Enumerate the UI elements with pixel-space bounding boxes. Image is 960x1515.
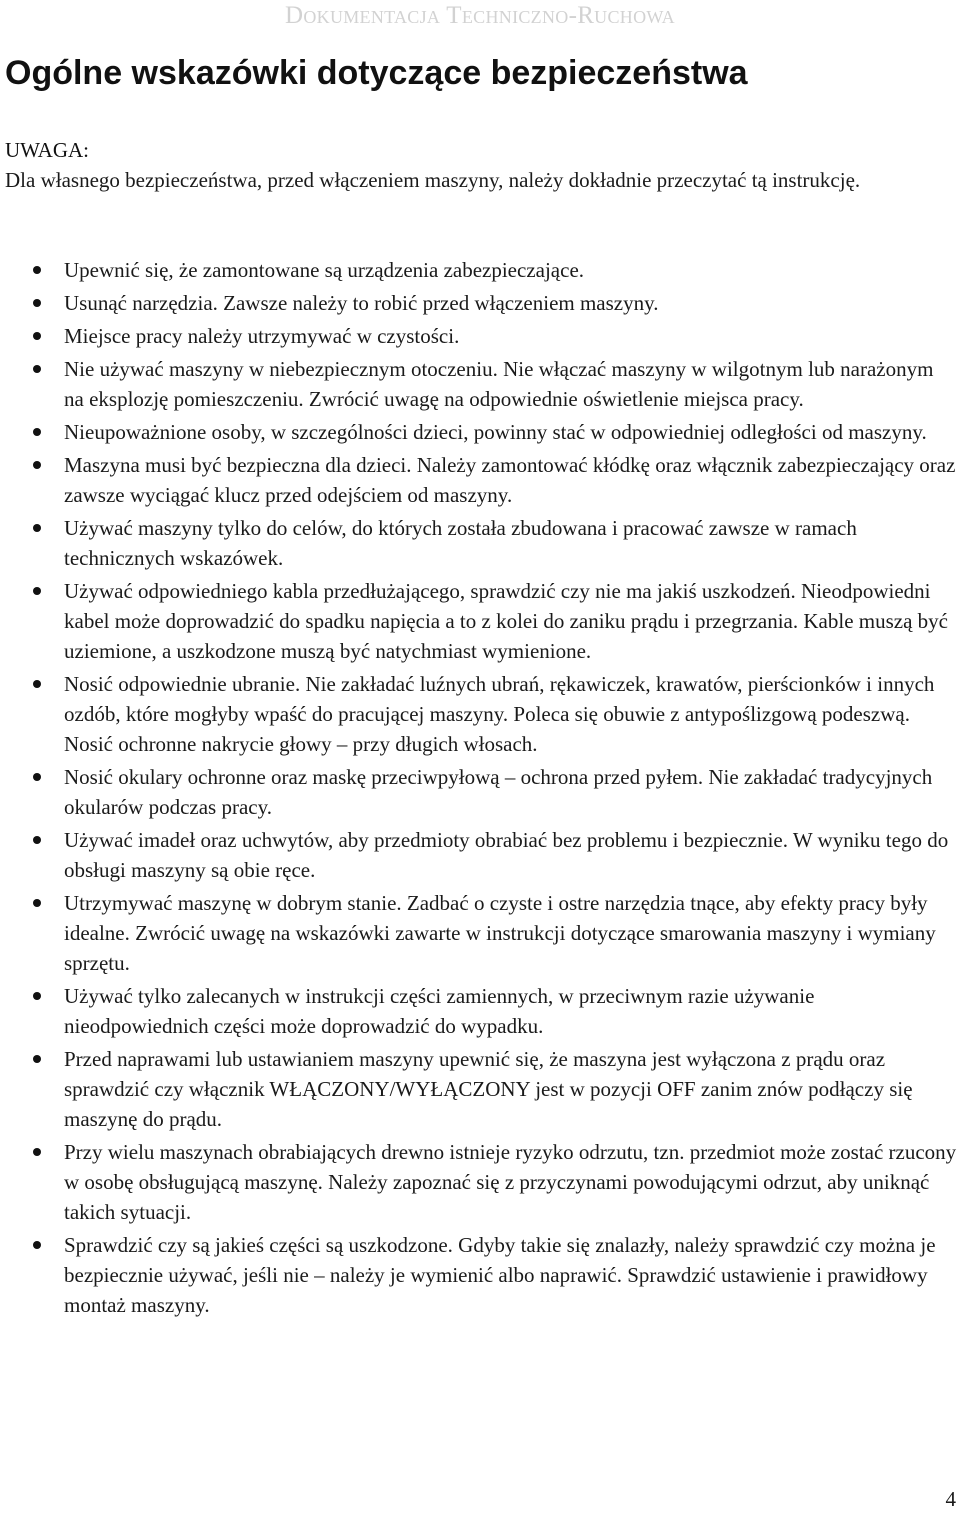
safety-rule-item xyxy=(0,450,958,510)
bullet-icon xyxy=(33,461,41,469)
bullet-icon xyxy=(33,587,41,595)
bullet-icon xyxy=(33,773,41,781)
safety-rule-item xyxy=(0,321,958,351)
safety-rules-list xyxy=(0,255,958,1323)
safety-rule-text: Usunąć narzędzia. Zawsze należy to robić przed włączeniem maszyny. xyxy=(64,291,659,315)
safety-rule-item xyxy=(0,888,958,978)
safety-rule-text: Przed naprawami lub ustawianiem maszyny upewnić się, że maszyna jest wyłączona z prądu oraz sprawdzić czy włącznik WŁĄCZONY/WYŁĄCZONY jest w pozycji OFF zanim znów podłączy się maszynę do prądu. xyxy=(64,1047,913,1131)
safety-rule-item xyxy=(0,669,958,759)
bullet-icon xyxy=(33,365,41,373)
running-header: Dokumentacja Techniczno-Ruchowa xyxy=(285,2,675,29)
bullet-icon xyxy=(33,899,41,907)
safety-rule-item xyxy=(0,825,958,885)
safety-rule-text: Używać odpowiedniego kabla przedłużającego, sprawdzić czy nie ma jakiś uszkodzeń. Nieodpowiedni kabel może doprowadzić do spadku napięcia a to z kolei do zaniku prądu i przegrzania. Kable muszą być uziemione, a uszkodzone muszą być natychmiast wymienione. xyxy=(64,579,948,663)
safety-rule-text: Używać tylko zalecanych w instrukcji części zamiennych, w przeciwnym razie używanie nieodpowiednich części może doprowadzić do wypadku. xyxy=(64,984,815,1038)
safety-rule-text: Utrzymywać maszynę w dobrym stanie. Zadbać o czyste i ostre narzędzia tnące, aby efekty pracy były idealne. Zwrócić uwagę na wskazówki zawarte w instrukcji dotyczące smarowania maszyny i wymiany sprzętu. xyxy=(64,891,936,975)
bullet-icon xyxy=(33,1148,41,1156)
bullet-icon xyxy=(33,332,41,340)
safety-rule-item xyxy=(0,288,958,318)
bullet-icon xyxy=(33,299,41,307)
safety-rule-item xyxy=(0,513,958,573)
bullet-icon xyxy=(33,524,41,532)
safety-rule-item xyxy=(0,1230,958,1320)
safety-rule-text: Nosić odpowiednie ubranie. Nie zakładać luźnych ubrań, rękawiczek, krawatów, pierścionków i innych ozdób, które mogłyby wpaść do pracującej maszyny. Poleca się obuwie z antypoślizgową podeszwą. Nosić ochronne nakrycie głowy – przy długich włosach. xyxy=(64,672,935,756)
safety-rule-item xyxy=(0,981,958,1041)
safety-rule-text: Maszyna musi być bezpieczna dla dzieci. Należy zamontować kłódkę oraz włącznik zabezpieczający oraz zawsze wyciągać klucz przed odejściem od maszyny. xyxy=(64,453,956,507)
safety-rule-text: Nosić okulary ochronne oraz maskę przeciwpyłową – ochrona przed pyłem. Nie zakładać tradycyjnych okularów podczas pracy. xyxy=(64,765,933,819)
bullet-icon xyxy=(33,1241,41,1249)
bullet-icon xyxy=(33,836,41,844)
bullet-icon xyxy=(33,1055,41,1063)
safety-rule-item xyxy=(0,417,958,447)
safety-rule-text: Przy wielu maszynach obrabiających drewno istnieje ryzyko odrzutu, tzn. przedmiot może zostać rzucony w osobę obsługującą maszynę. Należy zapoznać się z przyczynami powodującymi odrzut, aby uniknąć takich sytuacji. xyxy=(64,1140,957,1224)
safety-rule-item xyxy=(0,1137,958,1227)
safety-rule-text: Używać imadeł oraz uchwytów, aby przedmioty obrabiać bez problemu i bezpiecznie. W wyniku tego do obsługi maszyny są obie ręce. xyxy=(64,828,949,882)
bullet-icon xyxy=(33,992,41,1000)
warning-label: UWAGA: xyxy=(5,138,89,162)
safety-rule-item xyxy=(0,762,958,822)
safety-rule-item xyxy=(0,354,958,414)
safety-rule-text: Miejsce pracy należy utrzymywać w czystości. xyxy=(64,324,460,348)
bullet-icon xyxy=(33,428,41,436)
bullet-icon xyxy=(33,266,41,274)
safety-rule-text: Nie używać maszyny w niebezpiecznym otoczeniu. Nie włączać maszyny w wilgotnym lub narażonym na eksplozję pomieszczeniu. Zwrócić uwagę na odpowiednie oświetlenie miejsca pracy. xyxy=(64,357,934,411)
safety-rule-text: Upewnić się, że zamontowane są urządzenia zabezpieczające. xyxy=(64,258,585,282)
warning-notice xyxy=(5,135,950,195)
safety-rule-text: Używać maszyny tylko do celów, do których została zbudowana i pracować zawsze w ramach technicznych wskazówek. xyxy=(64,516,857,570)
safety-rule-item xyxy=(0,255,958,285)
bullet-icon xyxy=(33,680,41,688)
page-title: Ogólne wskazówki dotyczące bezpieczeństwa xyxy=(5,54,748,92)
safety-rule-text: Nieupoważnione osoby, w szczególności dzieci, powinny stać w odpowiedniej odległości od maszyny. xyxy=(64,420,927,444)
page-number: 4 xyxy=(945,1487,956,1511)
safety-rule-item xyxy=(0,1044,958,1134)
warning-text: Dla własnego bezpieczeństwa, przed włączeniem maszyny, należy dokładnie przeczytać tą instrukcję. xyxy=(5,168,861,192)
safety-rule-item xyxy=(0,576,958,666)
safety-rule-text: Sprawdzić czy są jakieś części są uszkodzone. Gdyby takie się znalazły, należy sprawdzić czy można je bezpiecznie używać, jeśli nie – należy je wymienić albo naprawić. Sprawdzić ustawienie i prawidłowy montaż maszyny. xyxy=(64,1233,936,1317)
